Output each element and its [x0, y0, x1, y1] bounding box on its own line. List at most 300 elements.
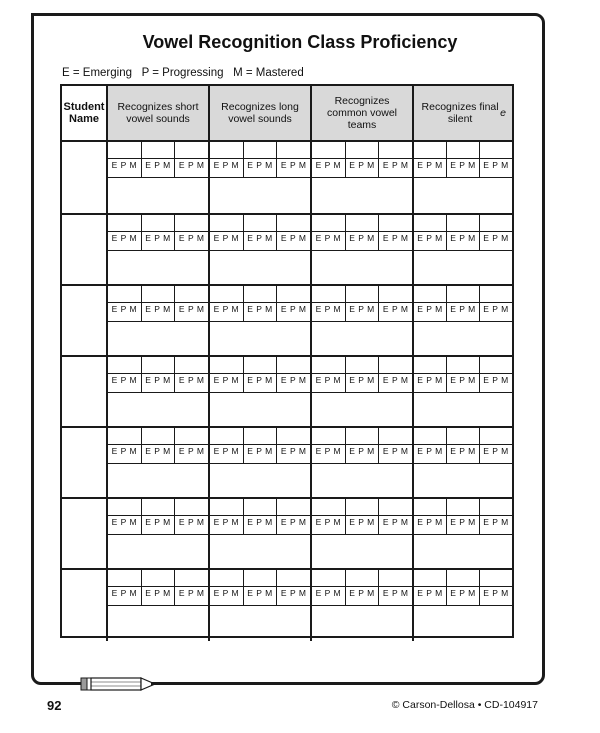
rating-box[interactable] [277, 357, 310, 392]
rating-box[interactable] [447, 286, 480, 321]
rating-divider-line [142, 444, 175, 445]
rating-divider-line [175, 231, 208, 232]
student-name-header: Student Name [62, 86, 108, 140]
rating-box[interactable] [379, 428, 412, 463]
rating-scale-label: E P M [417, 446, 443, 456]
skill-cell [414, 428, 512, 499]
rating-divider-line [346, 231, 379, 232]
rating-box[interactable] [244, 286, 278, 321]
rating-box[interactable] [346, 215, 380, 250]
rating-box[interactable] [244, 570, 278, 605]
rating-divider-line [142, 373, 175, 374]
rating-divider-line [175, 373, 208, 374]
rating-divider-line [244, 515, 277, 516]
page-number: 92 [47, 698, 62, 713]
rating-scale-label: E P M [178, 304, 205, 314]
rating-divider-line [480, 515, 512, 516]
rating-box[interactable] [142, 357, 176, 392]
rating-divider-line [244, 586, 277, 587]
rating-divider-line [414, 586, 446, 587]
rating-columns [210, 428, 310, 464]
rating-scale-label: E P M [213, 588, 240, 598]
rating-columns [210, 499, 310, 535]
rating-scale-label: E P M [349, 588, 375, 598]
rating-divider-line [175, 158, 208, 159]
rating-box[interactable] [312, 499, 346, 534]
rating-divider-line [277, 158, 310, 159]
skill-cell [414, 570, 512, 641]
rating-columns [414, 570, 512, 606]
rating-divider-line [244, 373, 277, 374]
rating-divider-line [447, 444, 479, 445]
rating-box[interactable] [414, 215, 447, 250]
rating-scale-label: E P M [213, 446, 240, 456]
rating-scale-label: E P M [349, 517, 375, 527]
rating-divider-line [142, 158, 175, 159]
rating-box[interactable] [312, 286, 346, 321]
rating-box[interactable] [480, 215, 512, 250]
rating-scale-label: E P M [417, 517, 443, 527]
rating-divider-line [480, 586, 512, 587]
rating-divider-line [379, 231, 412, 232]
skill-header-short-vowels: Recognizes short vowel sounds [108, 86, 210, 140]
rating-scale-label: E P M [450, 588, 476, 598]
rating-divider-line [414, 515, 446, 516]
rating-scale-label: E P M [111, 304, 138, 314]
rating-box[interactable] [447, 428, 480, 463]
rating-divider-line [379, 586, 412, 587]
rating-divider-line [210, 586, 243, 587]
rating-scale-label: E P M [483, 375, 509, 385]
rating-box[interactable] [346, 570, 380, 605]
rating-box[interactable] [414, 286, 447, 321]
rating-scale-label: E P M [417, 233, 443, 243]
student-name-cell[interactable] [62, 215, 108, 286]
rating-divider-line [175, 586, 208, 587]
rating-scale-label: E P M [382, 446, 409, 456]
rating-box[interactable] [312, 570, 346, 605]
skill-cell [108, 142, 210, 213]
rating-columns [210, 570, 310, 606]
rating-box[interactable] [210, 570, 244, 605]
rating-box[interactable] [277, 499, 310, 534]
rating-scale-label: E P M [450, 160, 476, 170]
rating-box[interactable] [414, 142, 447, 177]
student-name-cell[interactable] [62, 357, 108, 428]
rating-box[interactable] [447, 215, 480, 250]
rating-box[interactable] [414, 428, 447, 463]
skill-cell [108, 499, 210, 570]
rating-divider-line [447, 373, 479, 374]
rating-divider-line [346, 515, 379, 516]
rating-box[interactable] [210, 499, 244, 534]
rating-scale-label: E P M [280, 446, 307, 456]
skill-cell [108, 357, 210, 428]
rating-divider-line [210, 444, 243, 445]
rating-box[interactable] [480, 499, 512, 534]
rating-divider-line [414, 158, 446, 159]
rating-scale-label: E P M [349, 233, 375, 243]
rating-divider-line [108, 586, 141, 587]
rating-divider-line [480, 444, 512, 445]
rating-box[interactable] [312, 215, 346, 250]
skill-cell [312, 215, 414, 286]
rating-divider-line [480, 373, 512, 374]
rating-box[interactable] [175, 286, 208, 321]
rating-columns [312, 142, 412, 178]
rating-divider-line [312, 444, 345, 445]
rating-scale-label: E P M [315, 160, 342, 170]
rating-box[interactable] [312, 428, 346, 463]
rating-box[interactable] [379, 286, 412, 321]
skill-header-vowel-teams: Recognizes common vowel teams [312, 86, 414, 140]
student-row [62, 355, 512, 428]
rating-scale-label: E P M [247, 304, 273, 314]
skill-header-long-vowels: Recognizes long vowel sounds [210, 86, 312, 140]
rating-box[interactable] [175, 428, 208, 463]
rating-columns [312, 215, 412, 251]
rating-box[interactable] [175, 499, 208, 534]
rating-box[interactable] [175, 357, 208, 392]
rating-box[interactable] [346, 499, 380, 534]
rating-divider-line [108, 158, 141, 159]
skill-cell [108, 428, 210, 499]
rating-divider-line [244, 444, 277, 445]
rating-scale-label: E P M [280, 233, 307, 243]
skill-cell [210, 357, 312, 428]
rating-divider-line [210, 231, 243, 232]
rating-box[interactable] [142, 286, 176, 321]
rating-scale-label: E P M [450, 446, 476, 456]
rating-scale-label: E P M [178, 233, 205, 243]
rating-scale-label: E P M [145, 588, 171, 598]
rating-divider-line [447, 515, 479, 516]
table-header-row [62, 86, 512, 142]
rating-scale-label: E P M [280, 588, 307, 598]
rating-box[interactable] [447, 357, 480, 392]
rating-scale-label: E P M [349, 446, 375, 456]
rating-scale-label: E P M [178, 160, 205, 170]
rating-scale-label: E P M [247, 588, 273, 598]
rating-scale-label: E P M [145, 375, 171, 385]
rating-box[interactable] [210, 286, 244, 321]
rating-divider-line [346, 444, 379, 445]
student-row [62, 426, 512, 499]
rating-divider-line [277, 515, 310, 516]
rating-legend: E = Emerging P = Progressing M = Mastered [62, 67, 304, 79]
skill-cell [210, 499, 312, 570]
rating-divider-line [414, 444, 446, 445]
rating-box[interactable] [447, 499, 480, 534]
rating-scale-label: E P M [349, 304, 375, 314]
rating-box[interactable] [346, 286, 380, 321]
rating-box[interactable] [108, 570, 142, 605]
rating-scale-label: E P M [247, 160, 273, 170]
student-name-cell[interactable] [62, 428, 108, 499]
student-name-cell[interactable] [62, 286, 108, 357]
rating-divider-line [312, 158, 345, 159]
rating-divider-line [244, 158, 277, 159]
rating-box[interactable] [379, 570, 412, 605]
rating-divider-line [312, 515, 345, 516]
rating-box[interactable] [379, 142, 412, 177]
rating-box[interactable] [277, 286, 310, 321]
rating-divider-line [312, 586, 345, 587]
rating-scale-label: E P M [213, 304, 240, 314]
rating-divider-line [480, 158, 512, 159]
rating-columns [108, 286, 208, 322]
rating-scale-label: E P M [315, 517, 342, 527]
rating-scale-label: E P M [145, 304, 171, 314]
rating-box[interactable] [210, 357, 244, 392]
rating-columns [108, 215, 208, 251]
rating-divider-line [346, 158, 379, 159]
rating-box[interactable] [480, 286, 512, 321]
rating-columns [312, 357, 412, 393]
rating-box[interactable] [108, 357, 142, 392]
rating-box[interactable] [142, 142, 176, 177]
rating-divider-line [175, 444, 208, 445]
student-row [62, 142, 512, 213]
rating-box[interactable] [142, 215, 176, 250]
rating-box[interactable] [175, 142, 208, 177]
rating-box[interactable] [244, 357, 278, 392]
rating-divider-line [108, 515, 141, 516]
rating-box[interactable] [379, 215, 412, 250]
rating-box[interactable] [480, 142, 512, 177]
rating-scale-label: E P M [111, 517, 138, 527]
skill-cell [414, 499, 512, 570]
rating-divider-line [142, 302, 175, 303]
rating-divider-line [244, 302, 277, 303]
skill-cell [210, 570, 312, 641]
rating-box[interactable] [108, 286, 142, 321]
skill-cell [312, 499, 414, 570]
rating-box[interactable] [277, 570, 310, 605]
rating-box[interactable] [447, 142, 480, 177]
rating-box[interactable] [346, 142, 380, 177]
skill-cell [414, 215, 512, 286]
rating-divider-line [142, 586, 175, 587]
student-name-cell[interactable] [62, 499, 108, 570]
rating-scale-label: E P M [247, 375, 273, 385]
rating-columns [312, 499, 412, 535]
rating-divider-line [277, 444, 310, 445]
rating-box[interactable] [346, 357, 380, 392]
skill-cell [108, 215, 210, 286]
page-title: Vowel Recognition Class Proficiency [142, 32, 458, 52]
rating-box[interactable] [277, 215, 310, 250]
rating-scale-label: E P M [417, 160, 443, 170]
rating-box[interactable] [346, 428, 380, 463]
rating-scale-label: E P M [382, 375, 409, 385]
skill-cell [414, 357, 512, 428]
rating-scale-label: E P M [450, 304, 476, 314]
skill-header-silent-e: Recognizes final silent e [414, 86, 512, 140]
rating-box[interactable] [244, 142, 278, 177]
rating-scale-label: E P M [111, 233, 138, 243]
rating-scale-label: E P M [382, 160, 409, 170]
skill-cell [108, 570, 210, 641]
skill-cell [210, 428, 312, 499]
rating-scale-label: E P M [280, 517, 307, 527]
rating-box[interactable] [480, 357, 512, 392]
rating-scale-label: E P M [382, 233, 409, 243]
rating-scale-label: E P M [382, 517, 409, 527]
rating-box[interactable] [142, 499, 176, 534]
rating-divider-line [346, 373, 379, 374]
rating-columns [108, 428, 208, 464]
rating-box[interactable] [414, 357, 447, 392]
copyright-notice: © Carson-Dellosa • CD-104917 [391, 699, 538, 711]
rating-box[interactable] [108, 215, 142, 250]
rating-scale-label: E P M [315, 375, 342, 385]
student-row [62, 497, 512, 570]
skill-cell [312, 286, 414, 357]
rating-scale-label: E P M [417, 375, 443, 385]
pencil-icon [80, 676, 158, 692]
rating-box[interactable] [142, 570, 176, 605]
rating-scale-label: E P M [145, 233, 171, 243]
rating-scale-label: E P M [483, 233, 509, 243]
skill-cell [312, 570, 414, 641]
proficiency-table [60, 84, 514, 638]
rating-columns [414, 428, 512, 464]
rating-scale-label: E P M [349, 375, 375, 385]
rating-box[interactable] [277, 142, 310, 177]
rating-scale-label: E P M [145, 517, 171, 527]
rating-divider-line [312, 302, 345, 303]
rating-scale-label: E P M [450, 517, 476, 527]
rating-scale-label: E P M [111, 446, 138, 456]
rating-divider-line [379, 158, 412, 159]
rating-divider-line [277, 586, 310, 587]
rating-columns [108, 570, 208, 606]
rating-scale-label: E P M [247, 233, 273, 243]
student-name-cell[interactable] [62, 142, 108, 213]
rating-box[interactable] [480, 428, 512, 463]
skill-cell [210, 215, 312, 286]
rating-columns [414, 215, 512, 251]
rating-divider-line [414, 302, 446, 303]
rating-box[interactable] [244, 499, 278, 534]
rating-divider-line [175, 515, 208, 516]
rating-scale-label: E P M [247, 446, 273, 456]
rating-box[interactable] [244, 215, 278, 250]
rating-columns [312, 428, 412, 464]
skill-cell [108, 286, 210, 357]
rating-scale-label: E P M [145, 160, 171, 170]
rating-divider-line [277, 302, 310, 303]
rating-divider-line [210, 302, 243, 303]
student-row [62, 568, 512, 641]
rating-divider-line [447, 231, 479, 232]
rating-box[interactable] [142, 428, 176, 463]
rating-scale-label: E P M [315, 304, 342, 314]
rating-divider-line [346, 302, 379, 303]
skill-cell [210, 142, 312, 213]
rating-box[interactable] [108, 428, 142, 463]
rating-box[interactable] [414, 570, 447, 605]
rating-scale-label: E P M [315, 446, 342, 456]
skill-cell [414, 142, 512, 213]
rating-scale-label: E P M [280, 304, 307, 314]
rating-divider-line [447, 586, 479, 587]
rating-columns [414, 142, 512, 178]
rating-scale-label: E P M [483, 304, 509, 314]
skill-cell [312, 357, 414, 428]
rating-box[interactable] [312, 142, 346, 177]
rating-divider-line [312, 231, 345, 232]
rating-divider-line [414, 231, 446, 232]
rating-columns [108, 499, 208, 535]
rating-box[interactable] [480, 570, 512, 605]
rating-box[interactable] [447, 570, 480, 605]
rating-box[interactable] [414, 499, 447, 534]
rating-divider-line [108, 444, 141, 445]
rating-scale-label: E P M [178, 375, 205, 385]
rating-scale-label: E P M [417, 588, 443, 598]
rating-scale-label: E P M [111, 375, 138, 385]
skill-cell [312, 142, 414, 213]
rating-divider-line [379, 302, 412, 303]
rating-divider-line [379, 515, 412, 516]
rating-box[interactable] [175, 215, 208, 250]
rating-box[interactable] [379, 357, 412, 392]
rating-scale-label: E P M [213, 160, 240, 170]
rating-divider-line [210, 515, 243, 516]
silent-e-letter: e [500, 107, 506, 119]
rating-scale-label: E P M [483, 160, 509, 170]
skill-cell [312, 428, 414, 499]
rating-scale-label: E P M [483, 517, 509, 527]
rating-columns [210, 357, 310, 393]
rating-scale-label: E P M [483, 588, 509, 598]
rating-divider-line [244, 231, 277, 232]
rating-box[interactable] [312, 357, 346, 392]
rating-box[interactable] [108, 142, 142, 177]
rating-box[interactable] [175, 570, 208, 605]
rating-columns [210, 142, 310, 178]
student-name-cell[interactable] [62, 570, 108, 641]
rating-columns [210, 286, 310, 322]
rating-divider-line [447, 302, 479, 303]
rating-divider-line [447, 158, 479, 159]
rating-scale-label: E P M [145, 446, 171, 456]
rating-divider-line [480, 302, 512, 303]
rating-box[interactable] [277, 428, 310, 463]
rating-divider-line [277, 373, 310, 374]
rating-box[interactable] [210, 428, 244, 463]
rating-scale-label: E P M [349, 160, 375, 170]
rating-divider-line [108, 231, 141, 232]
rating-scale-label: E P M [483, 446, 509, 456]
student-row [62, 284, 512, 357]
rating-scale-label: E P M [280, 160, 307, 170]
skill-cell [210, 286, 312, 357]
rating-scale-label: E P M [382, 304, 409, 314]
skill-cell [414, 286, 512, 357]
rating-columns [108, 142, 208, 178]
rating-box[interactable] [210, 142, 244, 177]
rating-box[interactable] [379, 499, 412, 534]
rating-box[interactable] [244, 428, 278, 463]
rating-box[interactable] [210, 215, 244, 250]
rating-divider-line [108, 373, 141, 374]
rating-scale-label: E P M [450, 375, 476, 385]
rating-divider-line [142, 515, 175, 516]
rating-box[interactable] [108, 499, 142, 534]
